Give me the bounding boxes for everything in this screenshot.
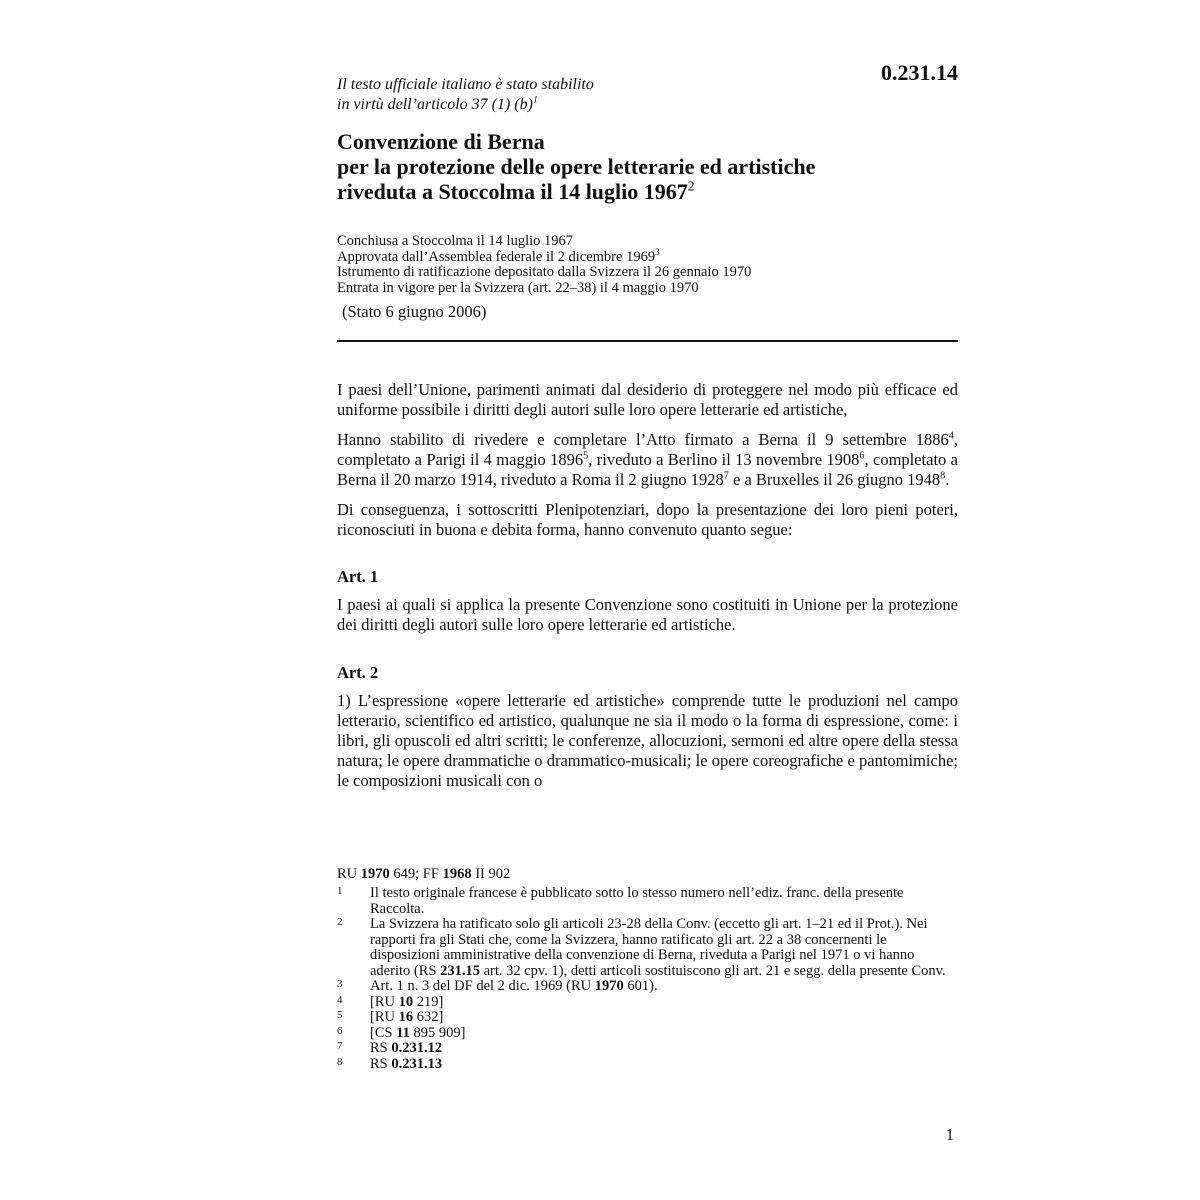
footnote-8 [337,1057,958,1073]
title-line1: Convenzione di Berna [337,129,545,154]
sr-number: 0.231.14 [881,60,958,85]
footnote-text-a: RS [370,1040,392,1056]
official-text-note-line2-row [337,95,958,115]
footnote-number: 8 [337,1055,343,1068]
article-2-heading: Art. 2 [337,663,379,682]
footnote-text-b: 1970 [594,978,624,994]
footnote-text-c: 601). [623,978,658,994]
footnote-4 [337,995,958,1011]
source-part-c: 649; FF [389,866,443,882]
footnote-number: 7 [337,1040,343,1052]
article-1-heading: Art. 1 [337,567,379,586]
footnote-ref-1[interactable]: 1 [532,94,538,106]
meta-entry-into-force: Entrata in vigore per la Svizzera (art. 22–38) il 4 maggio 1970 [337,279,699,296]
preamble-p2-part-b: , completato a Parigi il 4 maggio 1896 [337,430,958,469]
article-2-text: 1) L’espressione «opere letterarie ed artistiche» comprende tutte le produzioni nel campo letterario, scientifico ed artistico, qualunque ne sia il modo o la forma di espressione, come: i libri, gli opuscoli ed altri scritti; le conferenze, allocuzioni, sermoni ed altre opere della stessa natura; le opere drammatiche o drammatico-musicali; le opere coreografiche e pantomimiche; le composizioni musicali con o [337,691,958,790]
preamble-paragraph-3: Di conseguenza, i sottoscritti Plenipotenziari, dopo la presentazione dei loro pieni poteri, riconosciuti in buona e debita forma, hanno convenuto quanto segue: [337,500,958,539]
footnote-text-a: RS [370,1055,392,1072]
meta-approved-row [337,246,958,266]
preamble-p2-part-d: , completato a Berna il 20 marzo 1914, riveduto a Roma il 2 giugno 1928 [337,450,958,489]
footnote-number: 6 [337,1024,343,1037]
footnote-ref-4[interactable]: 4 [948,430,954,442]
source-part-d: 1968 [442,866,472,882]
footnote-3 [337,979,958,995]
preamble-paragraph-1: I paesi dell’Unione, parimenti animati dal desiderio di proteggere nel modo più efficace ed uniforme possibile i diritti degli autori sulle loro opere letterarie ed artistiche, [337,380,958,419]
footnote-text-b: 16 [398,1009,414,1025]
official-text-note-line2: in virtù dell’articolo 37 (1) (b) [337,96,533,113]
footnote-number: 4 [337,993,343,1006]
header-divider [337,340,958,342]
official-text-note-line1: Il testo ufficiale italiano è stato stabilito [337,76,594,93]
footnote-text-a: Art. 1 n. 3 del DF del 2 dic. 1969 (RU [370,978,595,994]
footnote-text-c: 895 909] [409,1024,466,1041]
footnote-2 [337,917,958,979]
title-line3: riveduta a Stoccolma il 14 luglio 1967 [337,179,688,204]
footnote-ref-5[interactable]: 5 [583,450,589,462]
footnote-number: 5 [337,1009,343,1021]
footnote-text-a: [RU [370,993,399,1010]
footnotes [337,866,958,1072]
footnote-source [337,866,958,883]
footnote-number: 2 [337,916,343,928]
preamble-p2-part-c: , riveduto a Berlino il 13 novembre 1908 [588,450,860,469]
footnote-5 [337,1010,958,1026]
document-title [337,129,958,204]
article-1-text: I paesi ai quali si applica la presente Convenzione sono costituiti in Unione per la protezione dei diritti degli autori sulle loro opere letterarie ed artistiche. [337,595,958,634]
title-line3-row [337,179,958,204]
footnote-number: 1 [337,885,343,897]
preamble-paragraph-2 [337,430,958,490]
page-number: 1 [945,1125,954,1144]
footnote-ref-3[interactable]: 3 [655,246,660,257]
meta-concluded: Conchiusa a Stoccolma il 14 luglio 1967 [337,233,574,249]
document-page [337,60,958,791]
footnote-text-a: [CS [370,1024,397,1041]
meta-approved: Approvata dall’Assemblea federale il 2 dicembre 1969 [337,248,656,265]
footnote-text-b: 0.231.12 [391,1040,443,1056]
footnote-text-c: art. 32 cpv. 1), detti articoli sostituiscono gli art. 21 e segg. della presente Conv. [479,962,946,979]
preamble-p2-part-e: e a Bruxelles il 26 giugno 1948 [728,470,941,489]
footnote-text-b: 0.231.13 [391,1055,443,1072]
source-part-b: 1970 [360,866,390,882]
footnote-ref-2[interactable]: 2 [687,178,695,194]
metadata-block [337,234,958,296]
footnote-text-a: [RU [370,1009,399,1025]
official-text-note [337,75,958,115]
source-part-e: II 902 [471,866,511,882]
footnote-text-b: 10 [398,993,414,1010]
footnote-text-a: La Svizzera ha ratificato solo gli articoli 23-28 della Conv. (eccetto gli art. 1–21 ed il Prot.). Nei rapporti fra gli Stati che, come la Svizzera, hanno ratificato gli art. 22 a 38 concernenti le disposizioni amministrative della convenzione di Berna, riveduta a Parigi nel 1971 o vi hanno aderito (RS [370,916,928,979]
footnote-6 [337,1026,958,1042]
footnote-text-c: 632] [413,1009,444,1025]
footnote-text-c: 219] [413,993,444,1010]
footnote-7 [337,1041,958,1057]
preamble-p2-part-a: Hanno stabilito di rivedere e completare l’Atto firmato a Berna il 9 settembre 1886 [337,430,949,449]
footnote-ref-6[interactable]: 6 [859,450,865,462]
status-date: (Stato 6 giugno 2006) [342,302,487,321]
title-line2: per la protezione delle opere letterarie ed artistiche [337,154,816,179]
preamble-p2-end: . [945,470,950,489]
footnote-number: 3 [337,978,343,990]
footnote-ref-8[interactable]: 8 [940,470,946,482]
footnote-ref-7[interactable]: 7 [723,470,729,482]
footnote-text-b: 231.15 [440,962,480,979]
source-part-a: RU [337,866,361,882]
meta-ratification: Istrumento di ratificazione depositato dalla Svizzera il 26 gennaio 1970 [337,264,752,280]
footnote-text: Il testo originale francese è pubblicato sotto lo stesso numero nell’ediz. franc. della presente Raccolta. [370,885,904,917]
footnote-text-b: 11 [396,1024,410,1041]
footnote-1 [337,886,958,917]
